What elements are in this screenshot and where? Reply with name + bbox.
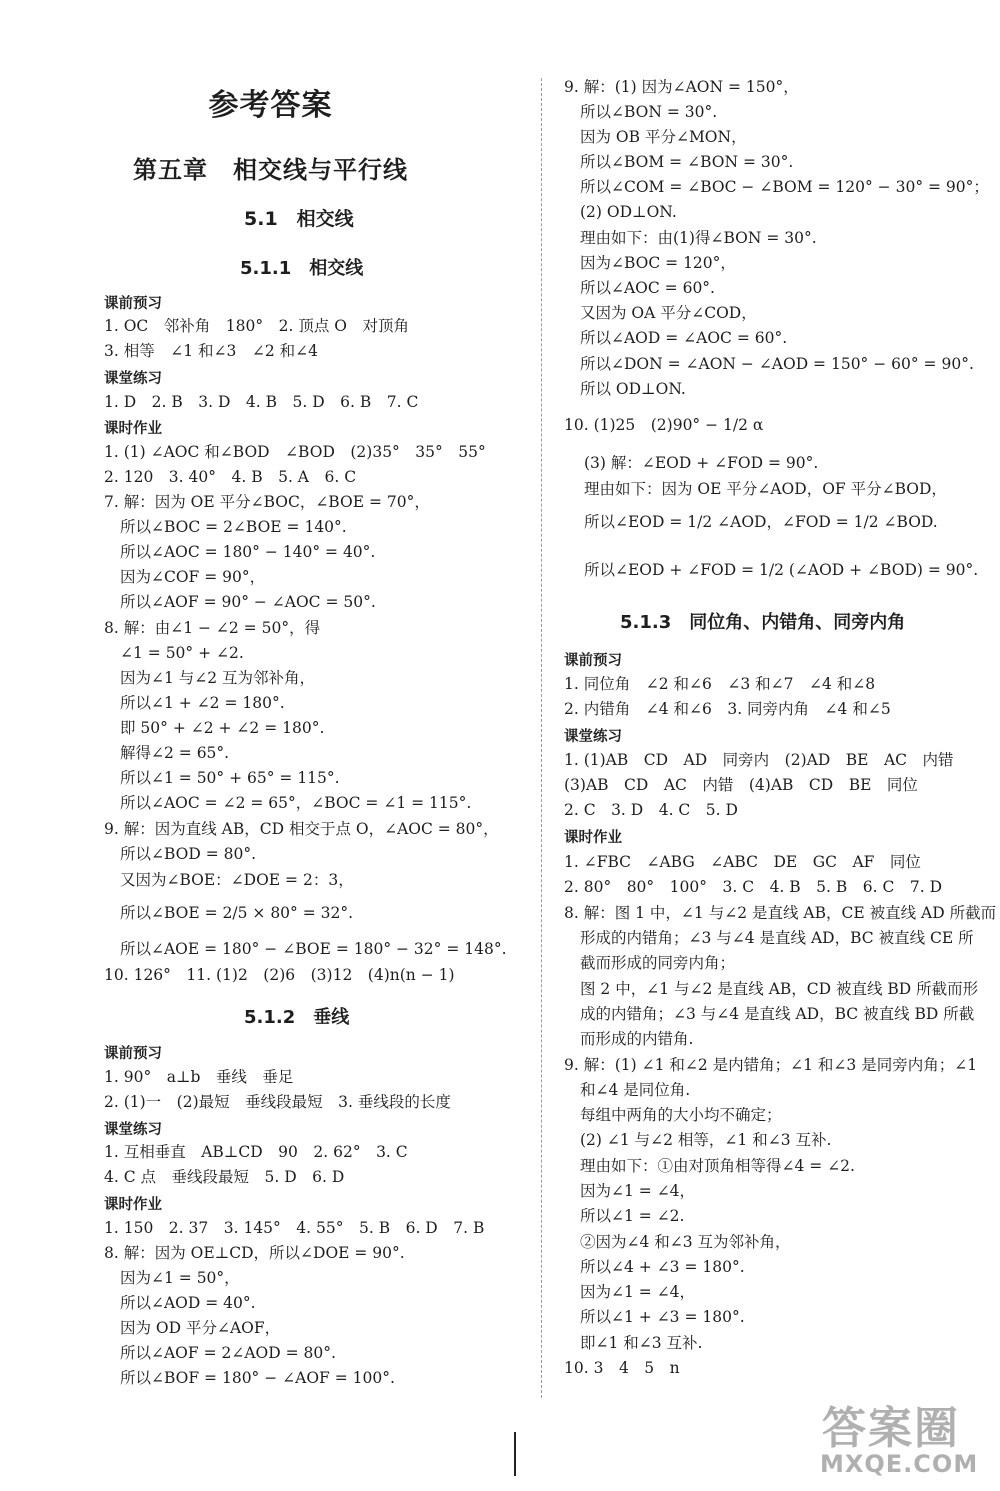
answer-line: 所以∠1 + ∠2 = 180°.	[120, 694, 285, 712]
answer-line: 所以∠4 + ∠3 = 180°.	[580, 1258, 745, 1276]
answer-line: 10. (1)25 (2)90° − 1/2 α	[564, 416, 764, 434]
answer-line: 所以 OD⊥ON.	[580, 380, 686, 398]
answer-line: 每组中两角的大小均不确定；	[580, 1106, 782, 1124]
answer-line: 所以∠DON = ∠AON − ∠AOD = 150° − 60° = 90°.	[580, 355, 974, 373]
answer-line: 所以∠BOD = 80°.	[120, 845, 257, 863]
answer-line: 所以∠EOD = 1/2 ∠AOD，∠FOD = 1/2 ∠BOD.	[584, 513, 938, 531]
answer-line: 1. 90° a⊥b 垂线 垂足	[104, 1068, 294, 1086]
answer-line: 因为∠BOC = 120°，	[580, 254, 736, 272]
class-practice-label: 课堂练习	[564, 729, 622, 745]
homework-label: 课时作业	[104, 1197, 162, 1213]
answer-line: 2. 内错角 ∠4 和∠6 3. 同旁内角 ∠4 和∠5	[564, 700, 891, 718]
answer-line: 即 50° + ∠2 + ∠2 = 180°.	[120, 719, 325, 737]
section-5-1-heading: 5.1 相交线	[244, 208, 354, 230]
answer-line: 10. 126° 11. (1)2 (2)6 (3)12 (4)n(n − 1)	[104, 966, 455, 984]
answer-line: 8. 解：图 1 中，∠1 与∠2 是直线 AB，CE 被直线 AD 所截而	[564, 904, 997, 922]
answer-line: 2. C 3. D 4. C 5. D	[564, 801, 738, 819]
answer-line: 因为 OD 平分∠AOF，	[120, 1319, 281, 1337]
answer-line: 1. (1)AB CD AD 同旁内 (2)AD BE AC 内错	[564, 751, 954, 769]
answer-line: 8. 解：由∠1 − ∠2 = 50°，得	[104, 619, 321, 637]
answer-line: 2. 120 3. 40° 4. B 5. A 6. C	[104, 468, 357, 486]
answer-line: 而形成的内错角.	[580, 1030, 694, 1048]
answer-line: ②因为∠4 和∠3 互为邻补角，	[580, 1233, 791, 1251]
answer-line: 所以∠1 + ∠3 = 180°.	[580, 1308, 745, 1326]
answer-line: 因为 OB 平分∠MON，	[580, 128, 747, 146]
answer-line: 1. 150 2. 37 3. 145° 4. 55° 5. B 6. D 7. B	[104, 1219, 485, 1237]
section-5-1-3-heading: 5.1.3 同位角、内错角、同旁内角	[620, 612, 906, 633]
answer-line: (2) ∠1 与∠2 相等，∠1 和∠3 互补.	[580, 1131, 832, 1149]
answer-line: 7. 解：因为 OE 平分∠BOC，∠BOE = 70°，	[104, 493, 430, 511]
page-gutter-mark	[514, 1432, 516, 1476]
answer-line: 所以∠BOE = 2/5 × 80° = 32°.	[120, 904, 354, 922]
answer-line: 1. 互相垂直 AB⊥CD 90 2. 62° 3. C	[104, 1143, 408, 1161]
answer-line: 因为∠COF = 90°，	[120, 568, 266, 586]
answer-line: 成的内错角；∠3 与∠4 是直线 AD，BC 被直线 BD 所截	[580, 1005, 975, 1023]
class-practice-label: 课堂练习	[104, 371, 162, 387]
answer-line: 8. 解：因为 OE⊥CD，所以∠DOE = 90°.	[104, 1244, 405, 1262]
answer-line: 所以∠AOD = ∠AOC = 60°.	[580, 329, 788, 347]
answer-line: 9. 解：(1) ∠1 和∠2 是内错角；∠1 和∠3 是同旁内角；∠1	[564, 1056, 978, 1074]
answer-line: 和∠4 是同位角.	[580, 1081, 691, 1099]
section-5-1-1-heading: 5.1.1 相交线	[240, 258, 364, 279]
answer-line: 所以∠AOC = ∠2 = 65°，∠BOC = ∠1 = 115°.	[120, 794, 472, 812]
answer-line: 2. 80° 80° 100° 3. C 4. B 5. B 6. C 7. D	[564, 878, 943, 896]
answer-line: 10. 3 4 5 n	[564, 1359, 680, 1377]
answer-line: 形成的内错角；∠3 与∠4 是直线 AD，BC 被直线 CE 所	[580, 929, 974, 947]
answer-line: 9. 解：因为直线 AB，CD 相交于点 O，∠AOC = 80°，	[104, 820, 499, 838]
answer-line: 因为∠1 = 50°，	[120, 1269, 240, 1287]
answer-line: 9. 解：(1) 因为∠AON = 150°，	[564, 78, 799, 96]
answer-line: (3) 解：∠EOD + ∠FOD = 90°.	[584, 454, 819, 472]
answer-line: 4. C 点 垂线段最短 5. D 6. D	[104, 1168, 345, 1186]
answer-line: 截而形成的同旁内角；	[580, 954, 736, 972]
answer-line: 1. D 2. B 3. D 4. B 5. D 6. B 7. C	[104, 393, 419, 411]
answer-line: 解得∠2 = 65°.	[120, 744, 230, 762]
answer-line: 所以∠BOC = 2∠BOE = 140°.	[120, 518, 347, 536]
watermark-url: MXQE.COM	[820, 1450, 979, 1478]
answer-line: 1. ∠FBC ∠ABG ∠ABC DE GC AF 同位	[564, 853, 921, 871]
answer-line: 所以∠BOF = 180° − ∠AOF = 100°.	[120, 1369, 395, 1387]
answer-line: 所以∠AOC = 180° − 140° = 40°.	[120, 543, 376, 561]
answer-line: 又因为 OA 平分∠COD，	[580, 304, 757, 322]
answer-line: 1. 同位角 ∠2 和∠6 ∠3 和∠7 ∠4 和∠8	[564, 675, 876, 693]
section-5-1-2-heading: 5.1.2 垂线	[244, 1007, 350, 1028]
answer-line: 因为∠1 = ∠4，	[580, 1283, 696, 1301]
class-practice-label: 课堂练习	[104, 1122, 162, 1138]
answer-line: 1. OC 邻补角 180° 2. 顶点 O 对顶角	[104, 317, 409, 335]
answer-line: 因为∠1 与∠2 互为邻补角，	[120, 669, 316, 687]
answer-line: 所以∠AOF = 2∠AOD = 80°.	[120, 1344, 336, 1362]
answer-line: 所以∠BON = 30°.	[580, 103, 718, 121]
answer-line: 所以∠BOM = ∠BON = 30°.	[580, 153, 794, 171]
answer-line: 又因为∠BOE：∠DOE = 2：3，	[120, 871, 354, 889]
answer-line: 即∠1 和∠3 互补.	[580, 1334, 703, 1352]
homework-label: 课时作业	[104, 421, 162, 437]
answer-line: 3. 相等 ∠1 和∠3 ∠2 和∠4	[104, 342, 318, 360]
answer-line: 1. (1) ∠AOC 和∠BOD ∠BOD (2)35° 35° 55°	[104, 443, 486, 461]
answer-line: 所以∠AOD = 40°.	[120, 1294, 256, 1312]
answer-line: 所以∠EOD + ∠FOD = 1/2 (∠AOD + ∠BOD) = 90°.	[584, 561, 979, 579]
page-title: 参考答案	[208, 88, 333, 123]
answer-line: ∠1 = 50° + ∠2.	[120, 644, 244, 662]
chapter-title: 第五章 相交线与平行线	[133, 155, 408, 184]
answer-line: (3)AB CD AC 内错 (4)AB CD BE 同位	[564, 776, 918, 794]
preview-label: 课前预习	[104, 1046, 162, 1062]
answer-line: 理由如下：由(1)得∠BON = 30°.	[580, 229, 817, 247]
answer-line: 所以∠1 = ∠2.	[580, 1207, 685, 1225]
preview-label: 课前预习	[564, 653, 622, 669]
answer-line: 图 2 中，∠1 与∠2 是直线 AB，CD 被直线 BD 所截而形	[580, 980, 979, 998]
answer-line: 所以∠AOE = 180° − ∠BOE = 180° − 32° = 148°.	[120, 940, 507, 958]
answer-line: 理由如下：因为 OE 平分∠AOD，OF 平分∠BOD，	[584, 480, 947, 498]
homework-label: 课时作业	[564, 830, 622, 846]
answer-line: 所以∠AOC = 60°.	[580, 279, 715, 297]
column-divider	[541, 78, 542, 1398]
answer-line: 2. (1)一 (2)最短 垂线段最短 3. 垂线段的长度	[104, 1093, 451, 1111]
watermark-logo: 答案圈	[822, 1403, 960, 1454]
answer-line: 理由如下：①由对顶角相等得∠4 = ∠2.	[580, 1157, 855, 1175]
preview-label: 课前预习	[104, 296, 162, 312]
answer-line: 因为∠1 = ∠4，	[580, 1182, 696, 1200]
answer-line: 所以∠AOF = 90° − ∠AOC = 50°.	[120, 593, 376, 611]
answer-line: (2) OD⊥ON.	[580, 203, 677, 221]
answer-line: 所以∠COM = ∠BOC − ∠BOM = 120° − 30° = 90°；	[580, 178, 989, 196]
answer-line: 所以∠1 = 50° + 65° = 115°.	[120, 769, 340, 787]
